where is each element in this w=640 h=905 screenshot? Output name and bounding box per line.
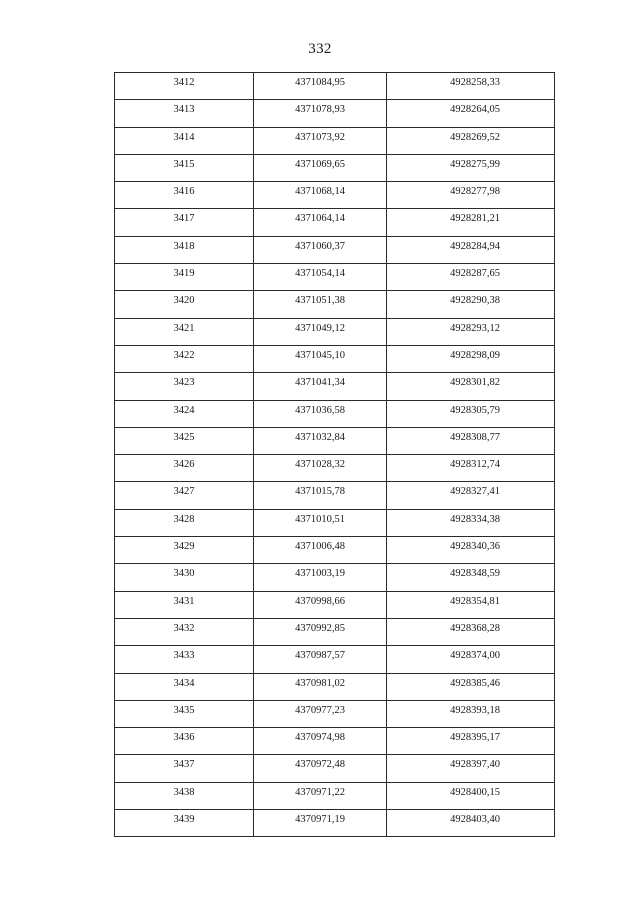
point-number-cell: 3431 (115, 591, 254, 618)
x-coordinate-cell: 4371045,10 (254, 345, 387, 372)
y-coordinate-cell: 4928258,33 (387, 73, 555, 100)
y-coordinate-cell: 4928298,09 (387, 345, 555, 372)
x-coordinate-cell: 4371049,12 (254, 318, 387, 345)
x-coordinate-cell: 4370981,02 (254, 673, 387, 700)
y-coordinate-cell: 4928397,40 (387, 755, 555, 782)
table-row (115, 73, 555, 100)
table-row (115, 455, 555, 482)
table-row (115, 509, 555, 536)
point-number-cell: 3437 (115, 755, 254, 782)
y-coordinate-cell: 4928293,12 (387, 318, 555, 345)
table-row (115, 700, 555, 727)
point-number-cell: 3419 (115, 264, 254, 291)
page-number: 332 (308, 41, 332, 57)
y-coordinate-cell: 4928368,28 (387, 618, 555, 645)
y-coordinate-cell: 4928348,59 (387, 564, 555, 591)
x-coordinate-cell: 4370992,85 (254, 618, 387, 645)
x-coordinate-cell: 4370972,48 (254, 755, 387, 782)
y-coordinate-cell: 4928393,18 (387, 700, 555, 727)
table-row (115, 646, 555, 673)
point-number-cell: 3413 (115, 100, 254, 127)
y-coordinate-cell: 4928305,79 (387, 400, 555, 427)
point-number-cell: 3423 (115, 373, 254, 400)
table-row (115, 482, 555, 509)
x-coordinate-cell: 4371032,84 (254, 427, 387, 454)
x-coordinate-cell: 4370977,23 (254, 700, 387, 727)
x-coordinate-cell: 4371064,14 (254, 209, 387, 236)
point-number-cell: 3421 (115, 318, 254, 345)
point-number-cell: 3416 (115, 182, 254, 209)
point-number-cell: 3433 (115, 646, 254, 673)
x-coordinate-cell: 4371006,48 (254, 537, 387, 564)
x-coordinate-cell: 4371060,37 (254, 236, 387, 263)
point-number-cell: 3436 (115, 728, 254, 755)
y-coordinate-cell: 4928312,74 (387, 455, 555, 482)
table-row (115, 564, 555, 591)
x-coordinate-cell: 4370974,98 (254, 728, 387, 755)
point-number-cell: 3426 (115, 455, 254, 482)
point-number-cell: 3412 (115, 73, 254, 100)
table-row (115, 100, 555, 127)
x-coordinate-cell: 4371041,34 (254, 373, 387, 400)
point-number-cell: 3432 (115, 618, 254, 645)
point-number-cell: 3427 (115, 482, 254, 509)
point-number-cell: 3417 (115, 209, 254, 236)
y-coordinate-cell: 4928301,82 (387, 373, 555, 400)
table-row (115, 373, 555, 400)
table-row (115, 209, 555, 236)
point-number-cell: 3435 (115, 700, 254, 727)
x-coordinate-cell: 4370987,57 (254, 646, 387, 673)
x-coordinate-cell: 4371073,92 (254, 127, 387, 154)
table-row (115, 400, 555, 427)
y-coordinate-cell: 4928284,94 (387, 236, 555, 263)
x-coordinate-cell: 4371069,65 (254, 154, 387, 181)
y-coordinate-cell: 4928269,52 (387, 127, 555, 154)
table-row (115, 318, 555, 345)
table-row (115, 182, 555, 209)
x-coordinate-cell: 4371078,93 (254, 100, 387, 127)
x-coordinate-cell: 4371010,51 (254, 509, 387, 536)
coordinates-table (114, 72, 555, 837)
point-number-cell: 3434 (115, 673, 254, 700)
point-number-cell: 3424 (115, 400, 254, 427)
y-coordinate-cell: 4928385,46 (387, 673, 555, 700)
x-coordinate-cell: 4371015,78 (254, 482, 387, 509)
y-coordinate-cell: 4928264,05 (387, 100, 555, 127)
coordinates-table-body (115, 73, 555, 837)
table-row (115, 236, 555, 263)
table-row (115, 291, 555, 318)
point-number-cell: 3430 (115, 564, 254, 591)
y-coordinate-cell: 4928340,36 (387, 537, 555, 564)
y-coordinate-cell: 4928287,65 (387, 264, 555, 291)
table-row (115, 728, 555, 755)
point-number-cell: 3438 (115, 782, 254, 809)
table-row (115, 345, 555, 372)
x-coordinate-cell: 4370971,22 (254, 782, 387, 809)
table-row (115, 154, 555, 181)
point-number-cell: 3422 (115, 345, 254, 372)
point-number-cell: 3415 (115, 154, 254, 181)
y-coordinate-cell: 4928354,81 (387, 591, 555, 618)
y-coordinate-cell: 4928403,40 (387, 810, 555, 837)
y-coordinate-cell: 4928281,21 (387, 209, 555, 236)
y-coordinate-cell: 4928395,17 (387, 728, 555, 755)
table-row (115, 537, 555, 564)
table-row (115, 591, 555, 618)
x-coordinate-cell: 4371068,14 (254, 182, 387, 209)
x-coordinate-cell: 4371036,58 (254, 400, 387, 427)
table-row (115, 127, 555, 154)
point-number-cell: 3425 (115, 427, 254, 454)
x-coordinate-cell: 4370998,66 (254, 591, 387, 618)
x-coordinate-cell: 4371028,32 (254, 455, 387, 482)
y-coordinate-cell: 4928327,41 (387, 482, 555, 509)
y-coordinate-cell: 4928290,38 (387, 291, 555, 318)
y-coordinate-cell: 4928277,98 (387, 182, 555, 209)
table-row (115, 755, 555, 782)
y-coordinate-cell: 4928374,00 (387, 646, 555, 673)
table-row (115, 810, 555, 837)
point-number-cell: 3414 (115, 127, 254, 154)
point-number-cell: 3428 (115, 509, 254, 536)
table-row (115, 264, 555, 291)
y-coordinate-cell: 4928334,38 (387, 509, 555, 536)
x-coordinate-cell: 4371051,38 (254, 291, 387, 318)
table-row (115, 673, 555, 700)
point-number-cell: 3439 (115, 810, 254, 837)
y-coordinate-cell: 4928400,15 (387, 782, 555, 809)
table-row (115, 782, 555, 809)
y-coordinate-cell: 4928308,77 (387, 427, 555, 454)
table-row (115, 618, 555, 645)
x-coordinate-cell: 4371084,95 (254, 73, 387, 100)
x-coordinate-cell: 4371003,19 (254, 564, 387, 591)
point-number-cell: 3418 (115, 236, 254, 263)
table-row (115, 427, 555, 454)
x-coordinate-cell: 4371054,14 (254, 264, 387, 291)
point-number-cell: 3420 (115, 291, 254, 318)
x-coordinate-cell: 4370971,19 (254, 810, 387, 837)
y-coordinate-cell: 4928275,99 (387, 154, 555, 181)
point-number-cell: 3429 (115, 537, 254, 564)
